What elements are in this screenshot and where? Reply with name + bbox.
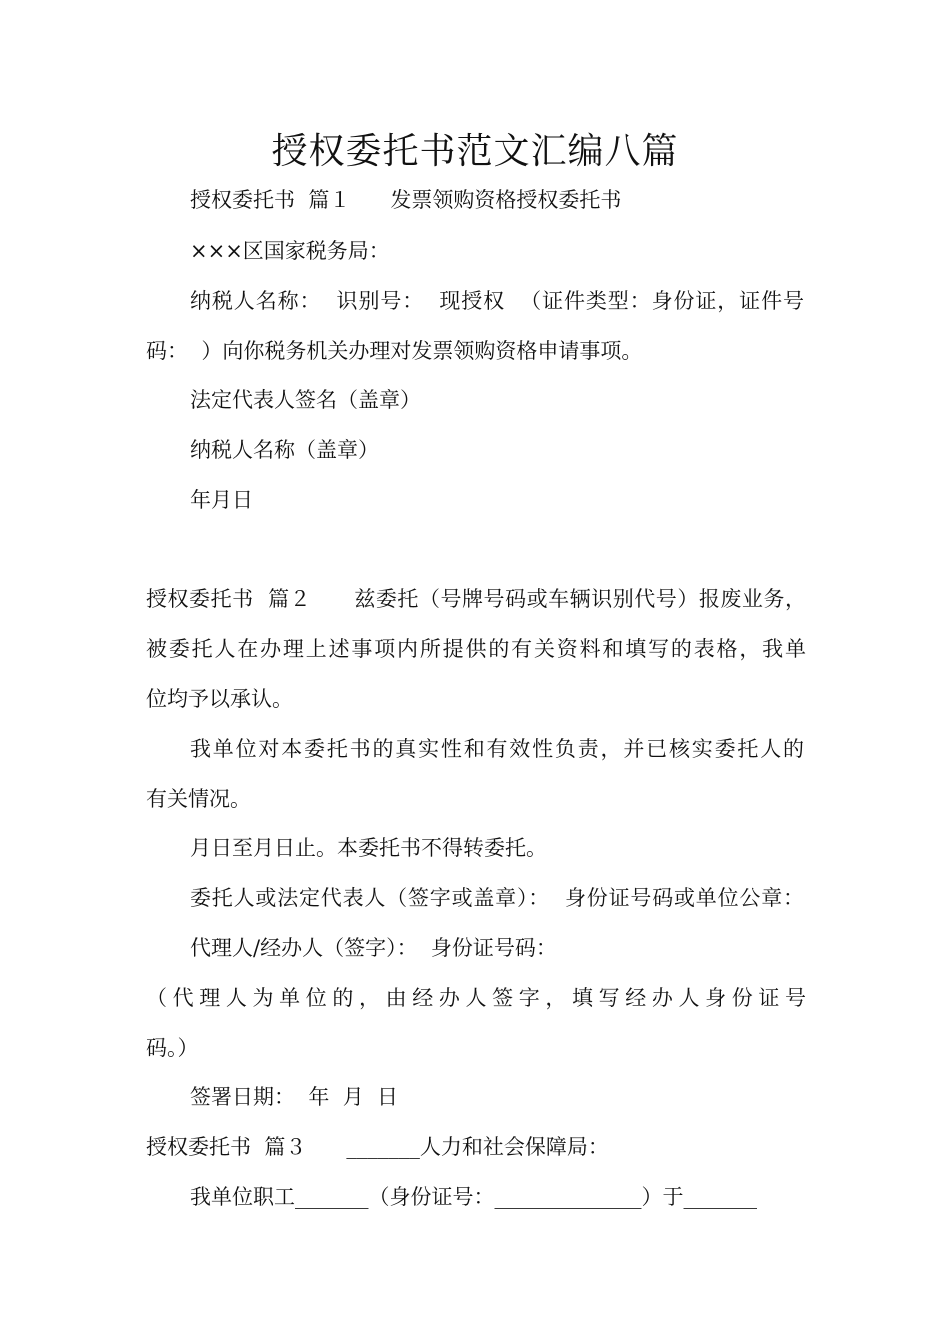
section2-line2: 被委托人在办理上述事项内所提供的有关资料和填写的表格，我单 [146,637,806,661]
section2-para6-line2: 码。） [146,1036,199,1060]
section1-date: 年月日 [190,488,253,512]
section1-sign-representative: 法定代表人签名（盖章） [190,388,421,412]
section1-addressee: ×××区国家税务局： [190,239,390,263]
section2-para2-line2: 有关情况。 [146,787,251,811]
section2-sign-date: 签署日期： 年 月 日 [190,1085,399,1109]
section1-heading: 授权委托书 篇１ 发票领购资格授权委托书 [190,188,622,212]
section3-para1-line1: 我单位职工_______（身份证号：______________）于_______ [190,1185,757,1209]
document-title: 授权委托书范文汇编八篇 [271,131,679,172]
section2-para3: 月日至月日止。本委托书不得转委托。 [190,836,547,860]
section2-para5: 代理人/经办人（签字）： 身份证号码： [190,936,557,960]
section2-para2-line1: 我单位对本委托书的真实性和有效性负责，并已核实委托人的 [190,737,804,761]
section1-para1-line1: 纳税人名称： 识别号： 现授权 （证件类型：身份证，证件号 [190,289,804,313]
section2-para6-line1: （代理人为单位的，由经办人签字，填写经办人身份证号 [146,986,806,1010]
section1-para1-line2: 码： ）向你税务机关办理对发票领购资格申请事项。 [146,339,643,363]
section3-heading: 授权委托书 篇３ _______人力和社会保障局： [146,1135,609,1159]
section2-line3: 位均予以承认。 [146,687,293,711]
section2-heading-line: 授权委托书 篇２ 兹委托（号牌号码或车辆识别代号）报废业务， [146,587,806,611]
section1-sign-taxpayer: 纳税人名称（盖章） [190,438,379,462]
section2-para4: 委托人或法定代表人（签字或盖章）： 身份证号码或单位公章： [190,886,804,910]
